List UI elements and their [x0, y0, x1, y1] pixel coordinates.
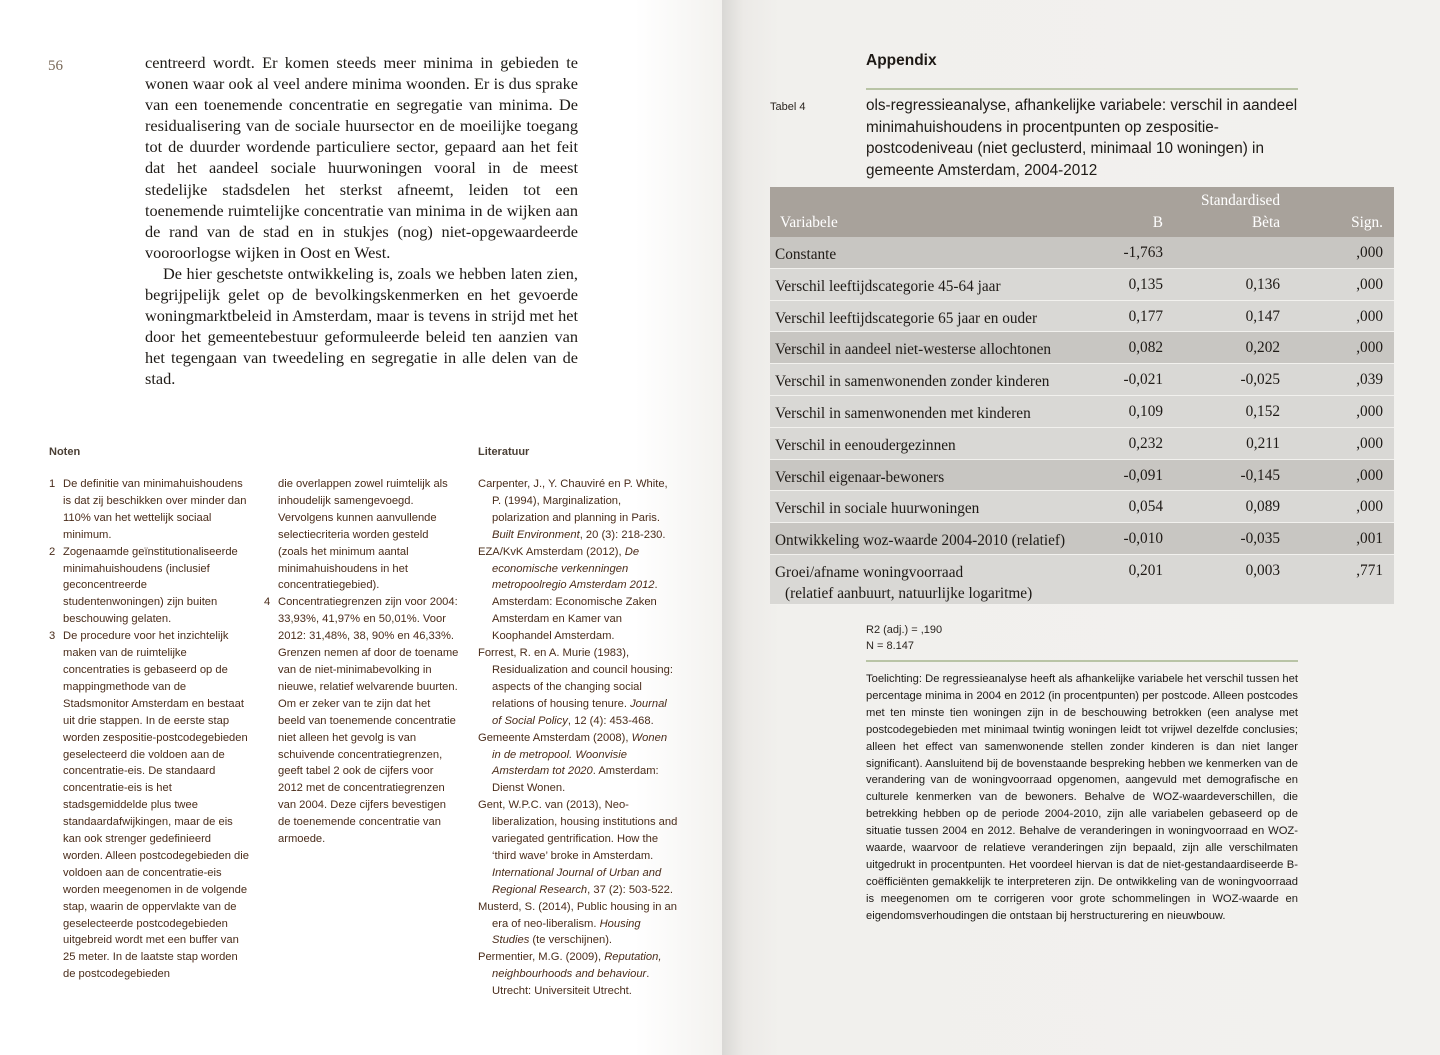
body-text [145, 52, 578, 390]
note-text: De definitie van minimahuishoudens is dat zij beschikken over minder dan 110% van het wettelijk sociaal minimum. [63, 478, 247, 541]
cell-sign: ,000 [1356, 275, 1383, 293]
cell-b: 0,054 [1128, 498, 1163, 516]
paragraph: De hier geschetste ontwikkeling is, zoals we hebben laten zien, begrijpelijk gelet op de bevolkingskenmerken en het gevoerde woningmarktbeleid in Amsterdam, maar is tevens in strijd met het door het gemeentebestuur geformuleerde beleid ten aanzien van het tegengaan van tweedeling en segregatie in alle delen van de stad. [145, 263, 578, 389]
literature-item: Permentier, M.G. (2009), Reputation, neighbourhoods and behaviour. Utrecht: Universiteit Utrecht. [478, 951, 662, 998]
cell-variable: Ontwikkeling woz-waarde 2004-2010 (relatief) [775, 532, 1066, 550]
cell-variable: Verschil in samenwonenden met kinderen [775, 404, 1031, 422]
cell-beta: -0,145 [1240, 466, 1280, 484]
header-sign: Sign. [1351, 214, 1383, 231]
cell-b: 0,082 [1128, 339, 1163, 357]
cell-beta: -0,025 [1240, 371, 1280, 389]
table-row [770, 237, 1394, 269]
note-item [49, 476, 249, 544]
cell-variable: Verschil in sociale huurwoningen [775, 500, 980, 518]
table-row [770, 491, 1394, 523]
cell-sign: ,000 [1356, 498, 1383, 516]
table-row [770, 364, 1394, 396]
cell-beta: 0,152 [1245, 402, 1280, 420]
cell-variable: Verschil leeftijdscategorie 45-64 jaar [775, 277, 1001, 295]
note-text: Zogenaamde geïnstitutionaliseerde minimahuishoudens (inclusief geconcentreerde studentenwoningen) zijn buiten beschouwing gelaten. [63, 545, 238, 626]
cell-sign: ,000 [1356, 466, 1383, 484]
cell-beta: -0,035 [1240, 530, 1280, 548]
literature-item: EZA/KvK Amsterdam (2012), De economische verkenningen metropoolregio Amsterdam 2012. Amsterdam: Economische Zaken Amsterdam en Kamer van Koophandel Amsterdam. [478, 545, 658, 643]
table-row [770, 428, 1394, 460]
page-number: 56 [48, 58, 63, 74]
literature-item: Carpenter, J., Y. Chauviré en P. White, P. (1994), Marginalization, polarization and planning in Paris. Built Environment, 20 (3): 218-230. [478, 478, 668, 541]
cell-sign: ,001 [1356, 530, 1383, 548]
n-value: N = 8.147 [866, 640, 915, 652]
paragraph: centreerd wordt. Er komen steeds meer minima in gebieden te wonen waar ook al veel andere minima woonden. Er is dus sprake van een toenemende concentratie en segregatie van minima. De residualisering van de sociale huursector en de moeilijke toegang tot de duurder wordende particuliere sector, gepaard aan het feit dat het aandeel sociale huurwoningen vooral in de meest stedelijke stadsdelen het sterkst afneemt, leiden tot een toenemende ruimtelijke concentratie van minima in de wijken aan de rand van de stad en in stukjes (nog) niet-opgewaardeerde vooroorlogse wijken in Oost en West. [145, 53, 578, 262]
note-number: 1 [49, 478, 56, 490]
cell-b: 0,135 [1128, 275, 1163, 293]
note-number: 4 [264, 596, 271, 609]
cell-sign: ,000 [1356, 244, 1383, 261]
table-caption: ols-regressieanalyse, afhankelijke variabele: verschil in aandeel minimahuishoudens in procentpunten op zespositie-postcodeniveau (niet geclusterd, minimaal 10 woningen) in gemeente Amsterdam, 2004-2012 [866, 97, 1298, 179]
literature-item: Forrest, R. en A. Murie (1983), Residualization and council housing: aspects of the changing social relations of housing tenure. Journal of Social Policy, 12 (4): 453-468. [478, 647, 673, 727]
cell-b: -1,763 [1123, 244, 1163, 261]
cell-sign: ,000 [1356, 339, 1383, 357]
cell-sign: ,000 [1356, 402, 1383, 420]
literature-list [478, 476, 678, 1000]
cell-beta: 0,089 [1245, 498, 1280, 516]
table-row [770, 523, 1394, 555]
cell-sign: ,000 [1356, 307, 1383, 325]
literature-item: Gent, W.P.C. van (2013), Neo-liberalization, housing institutions and variegated gentrification. How the ‘third wave’ broke in Amsterdam. International Journal of Urban and Regional Research, 37 (2): 503-522. [478, 799, 678, 896]
cell-beta: 0,147 [1245, 307, 1280, 325]
note-item [49, 628, 249, 983]
note-item [49, 544, 249, 629]
regression-table [770, 187, 1394, 605]
cell-b: -0,091 [1123, 466, 1163, 484]
header-variabele: Variabele [780, 214, 838, 231]
note-number: 3 [49, 630, 56, 643]
cell-variable: Verschil in samenwonenden zonder kinderen [775, 373, 1050, 391]
cell-b: 0,201 [1128, 561, 1163, 579]
note-continuation [264, 476, 460, 594]
cell-b: -0,021 [1123, 371, 1163, 389]
cell-beta: 0,211 [1246, 434, 1280, 452]
cell-variable: Constante [775, 246, 837, 263]
cell-b: 0,177 [1128, 307, 1163, 325]
table-row [770, 555, 1394, 605]
cell-variable: Verschil eigenaar-bewoners [775, 468, 945, 486]
literature-item: Gemeente Amsterdam (2008), Wonen in de metropool. Woonvisie Amsterdam tot 2020. Amsterdam: Dienst Wonen. [478, 731, 668, 795]
table-row [770, 269, 1394, 301]
cell-sign: ,000 [1356, 434, 1383, 452]
table-header [770, 187, 1394, 237]
header-b: B [1152, 214, 1163, 231]
note-text: die overlappen zowel ruimtelijk als inhoudelijk samengevoegd. Vervolgens kunnen aanvullende selectiecriteria worden gesteld (zoals het minimum aantal minimahuishoudens in het concentratiegebied). [278, 478, 448, 592]
regression-stats [866, 622, 942, 654]
cell-beta: 0,003 [1245, 561, 1280, 579]
cell-variable: Verschil leeftijdscategorie 65 jaar en ouder [775, 309, 1038, 327]
notes-heading: Noten [49, 446, 81, 458]
table-label: Tabel 4 [770, 101, 806, 113]
divider [866, 88, 1298, 90]
appendix-title: Appendix [866, 52, 937, 69]
note-text: De procedure voor het inzichtelijk maken van de ruimtelijke concentraties is gebaseerd op de mappingmethode van de Stadsmonitor Amsterdam en bestaat uit drie stappen. In de eerste stap worden zespositie-postcodegebieden geselecteerd die voldoen aan de concentratie-eis. De standaard concentratie-eis is het stadsgemiddelde plus twee standaardafwijkingen, maar de eis kan ook strenger gedefinieerd worden. Alleen postcodegebieden die voldoen aan de concentratie-eis worden meegenomen in de volgende stap, waarin de oppervlakte van de geselecteerde postcodegebieden uitgebreid wordt met een buffer van 25 meter. In de laatste stap worden de postcodegebieden [63, 630, 249, 981]
cell-b: 0,109 [1128, 402, 1163, 420]
cell-b: -0,010 [1123, 530, 1163, 548]
table-row [770, 332, 1394, 364]
table-row [770, 460, 1394, 492]
r2-value: R2 (adj.) = ,190 [866, 624, 943, 636]
divider [866, 660, 1298, 662]
note-text: Concentratiegrenzen zijn voor 2004: 33,93%, 41,97% en 50,01%. Voor 2012: 31,48%, 38, 90% en 46,33%. Grenzen nemen af door de toename van de niet-minimabevolking in nieuwe, relatief welvarende buurten. Om er zeker van te zijn dat het beeld van toenemende concentratie niet alleen het gevolg is van schuivende concentratiegrenzen, geeft tabel 2 ook de cijfers voor 2012 met de concentratiegrenzen van 2004. Deze cijfers bevestigen de toenemende concentratie van armoede. [278, 596, 459, 846]
cell-beta: 0,136 [1245, 275, 1280, 293]
cell-beta: 0,202 [1245, 339, 1280, 357]
cell-sign: ,039 [1356, 371, 1383, 389]
header-standardised: Standardised [1200, 192, 1280, 209]
literature-heading: Literatuur [478, 446, 530, 458]
table-explanation: Toelichting: De regressieanalyse heeft als afhankelijke variabele het verschil tussen het percentage minima in 2004 en 2012 (in procentpunten) per postcode. Alleen postcodes met ten minste tien woningen zijn in de beschouwing betrokken (een analyse met postcodegebieden met minimaal twintig woningen leidt tot vrijwel dezelfde conclusies; alleen het effect van samenwonende stellen zonder kinderen is dan niet langer significant). Aansluitend bij de bovenstaande bespreking hebben we kenmerken van de verandering van de woningvoorraad opgenomen, aangevuld met demografische en culturele kenmerken van de bewoners. Behalve de WOZ-waardeverschillen, die betrekking hebben op de periode 2004-2010, zijn alle variabelen gebaseerd op de situatie tussen 2004 en 2012. Behalve de veranderingen in woningvoorraad en WOZ-waarde, waarvoor de relatieve veranderingen zijn bepaald, zijn alle verschilmaten uitgedrukt in procentpunten. Het voordeel hiervan is dat de niet-gestandaardiseerde B-coëfficiënten gemakkelijk te interpreteren zijn. De ontwikkeling van de woningvoorraad is meegenomen om te corrigeren voor grote schommelingen in WOZ-waarde en eigendomsverhoudingen die ontstaan bij herstructurering en nieuwbouw. [866, 673, 1298, 922]
notes-column-2 [264, 476, 460, 848]
note-item [264, 594, 460, 848]
notes-column-1 [49, 476, 249, 983]
table-row [770, 301, 1394, 333]
table-row [770, 396, 1394, 428]
cell-variable: Groei/afname woningvoorraad (relatief aanbuurt, natuurlijke logaritme) [775, 563, 1033, 602]
header-beta: Bèta [1251, 214, 1280, 231]
literature-item: Musterd, S. (2014), Public housing in an era of neo-liberalism. Housing Studies (te verschijnen). [478, 900, 677, 947]
cell-b: 0,232 [1128, 434, 1163, 452]
cell-variable: Verschil in aandeel niet-westerse allochtonen [775, 341, 1052, 359]
note-number: 2 [49, 545, 56, 558]
cell-sign: ,771 [1356, 561, 1383, 579]
cell-variable: Verschil in eenoudergezinnen [775, 436, 956, 454]
